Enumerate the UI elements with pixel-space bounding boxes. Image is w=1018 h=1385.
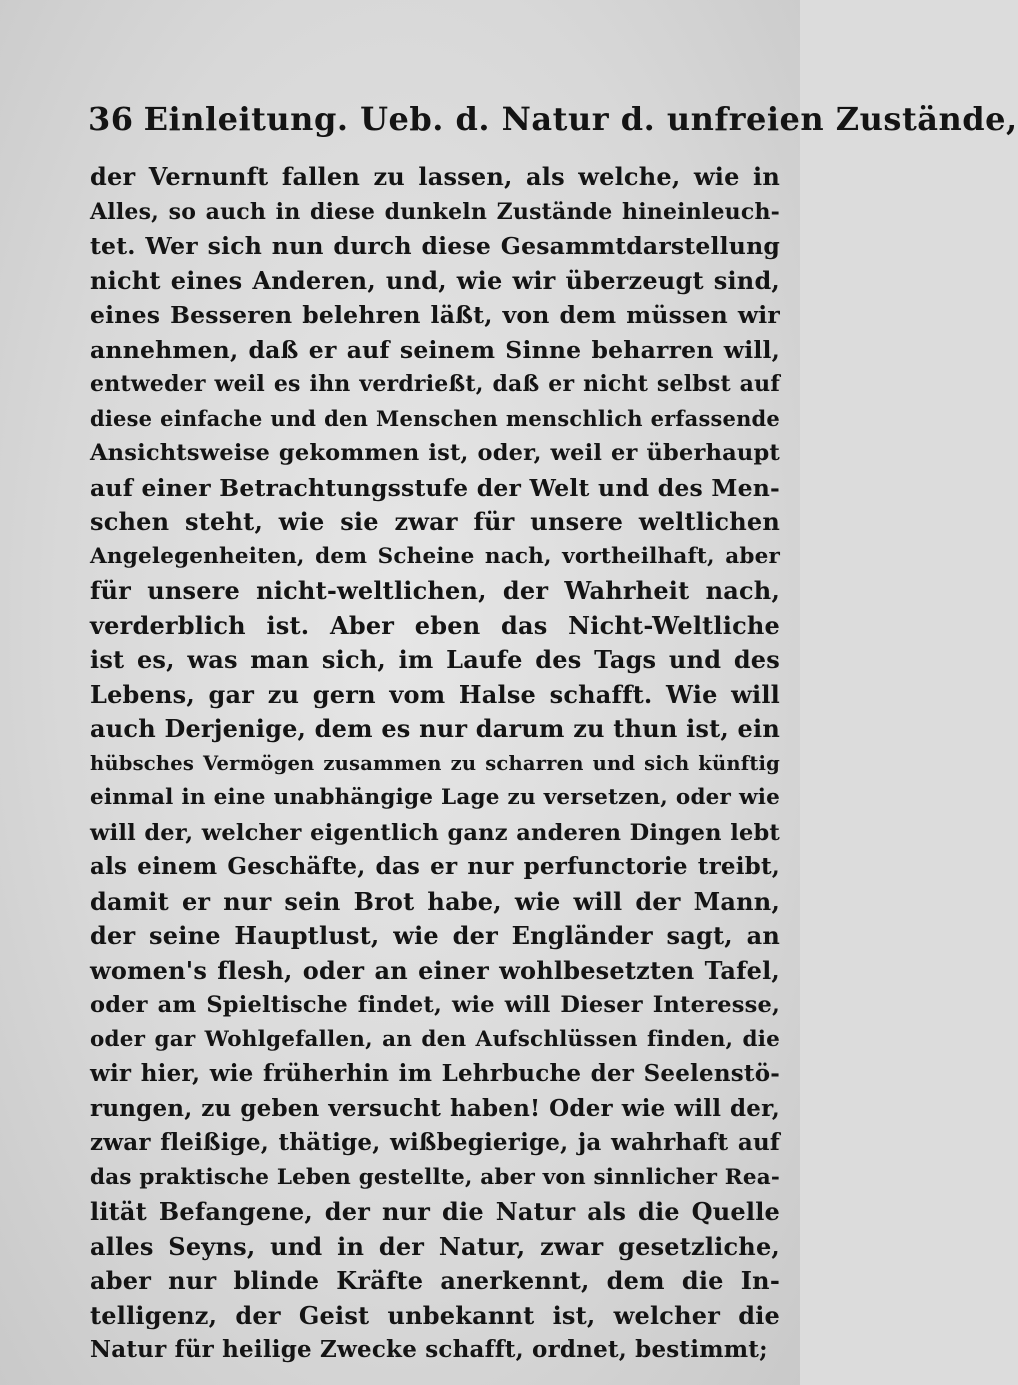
text-line: rungen, zu geben versucht haben! Oder wie will der, <box>90 1094 780 1122</box>
text-line: für unsere nicht-weltlichen, der Wahrheit nach, <box>90 576 780 605</box>
body-text <box>90 160 780 1368</box>
page-header <box>88 100 1018 148</box>
text-line: damit er nur sein Brot habe, wie will der Mann, <box>90 886 780 916</box>
text-line: Lebens, gar zu gern vom Halse schafft. Wie will <box>90 679 780 709</box>
text-line: nicht eines Anderen, und, wie wir überzeugt sind, <box>90 265 780 295</box>
text-line: Angelegenheiten, dem Scheine nach, vortheilhaft, aber <box>90 543 780 569</box>
text-line: annehmen, daß er auf seinem Sinne beharren will, <box>90 335 780 364</box>
text-line: entweder weil es ihn verdrießt, daß er nicht selbst auf <box>90 371 780 397</box>
text-line: telligenz, der Geist unbekannt ist, welcher die <box>90 1300 780 1330</box>
page-number: 36 <box>88 100 134 138</box>
text-line: lität Befangene, der nur die Natur als die Quelle <box>90 1197 780 1226</box>
text-line: der seine Hauptlust, wie der Engländer sagt, an <box>90 921 780 950</box>
text-line: diese einfache und den Menschen menschlich erfassende <box>90 405 780 431</box>
text-line: als einem Geschäfte, das er nur perfunctorie treibt, <box>90 853 780 880</box>
text-line: zwar fleißige, thätige, wißbegierige, ja wahrhaft auf <box>90 1129 780 1156</box>
running-title: Einleitung. Ueb. d. Natur d. unfreien Zustände, <box>143 100 1018 138</box>
text-line: hübsches Vermögen zusammen zu scharren und sich künftig <box>90 751 780 775</box>
text-line: Alles, so auch in diese dunkeln Zustände hineinleuch- <box>90 198 780 225</box>
text-line: Natur für heilige Zwecke schafft, ordnet, bestimmt; <box>90 1336 768 1363</box>
text-line: auf einer Betrachtungsstufe der Welt und des Men- <box>90 473 780 502</box>
text-line: einmal in eine unabhängige Lage zu versetzen, oder wie <box>90 785 780 810</box>
text-line: oder gar Wohlgefallen, an den Aufschlüssen finden, die <box>90 1026 780 1052</box>
text-line: alles Seyns, und in der Natur, zwar gesetzliche, <box>90 1231 780 1261</box>
text-line: das praktische Leben gestellte, aber von sinnlicher Rea- <box>90 1164 780 1190</box>
text-line: auch Derjenige, dem es nur darum zu thun ist, ein <box>90 714 780 743</box>
text-line: aber nur blinde Kräfte anerkennt, dem die In- <box>90 1266 780 1295</box>
text-line: verderblich ist. Aber eben das Nicht-Weltliche <box>90 610 780 640</box>
text-line: der Vernunft fallen zu lassen, als welche, wie in <box>90 162 780 191</box>
text-line: tet. Wer sich nun durch diese Gesammtdarstellung <box>90 232 780 260</box>
text-line: ist es, was man sich, im Laufe des Tags und des <box>90 645 780 674</box>
text-line: women's flesh, oder an einer wohlbesetzten Tafel, <box>90 955 780 985</box>
text-line: eines Besseren belehren läßt, von dem müssen wir <box>90 301 780 329</box>
text-line: Ansichtsweise gekommen ist, oder, weil er überhaupt <box>90 440 780 466</box>
text-line: wir hier, wie früherhin im Lehrbuche der Seelenstö- <box>90 1060 780 1087</box>
text-line: schen steht, wie sie zwar für unsere weltlichen <box>90 507 780 536</box>
text-line: will der, welcher eigentlich ganz anderen Dingen lebt <box>90 819 780 846</box>
text-line: oder am Spieltische findet, wie will Dieser Interesse, <box>90 992 780 1018</box>
